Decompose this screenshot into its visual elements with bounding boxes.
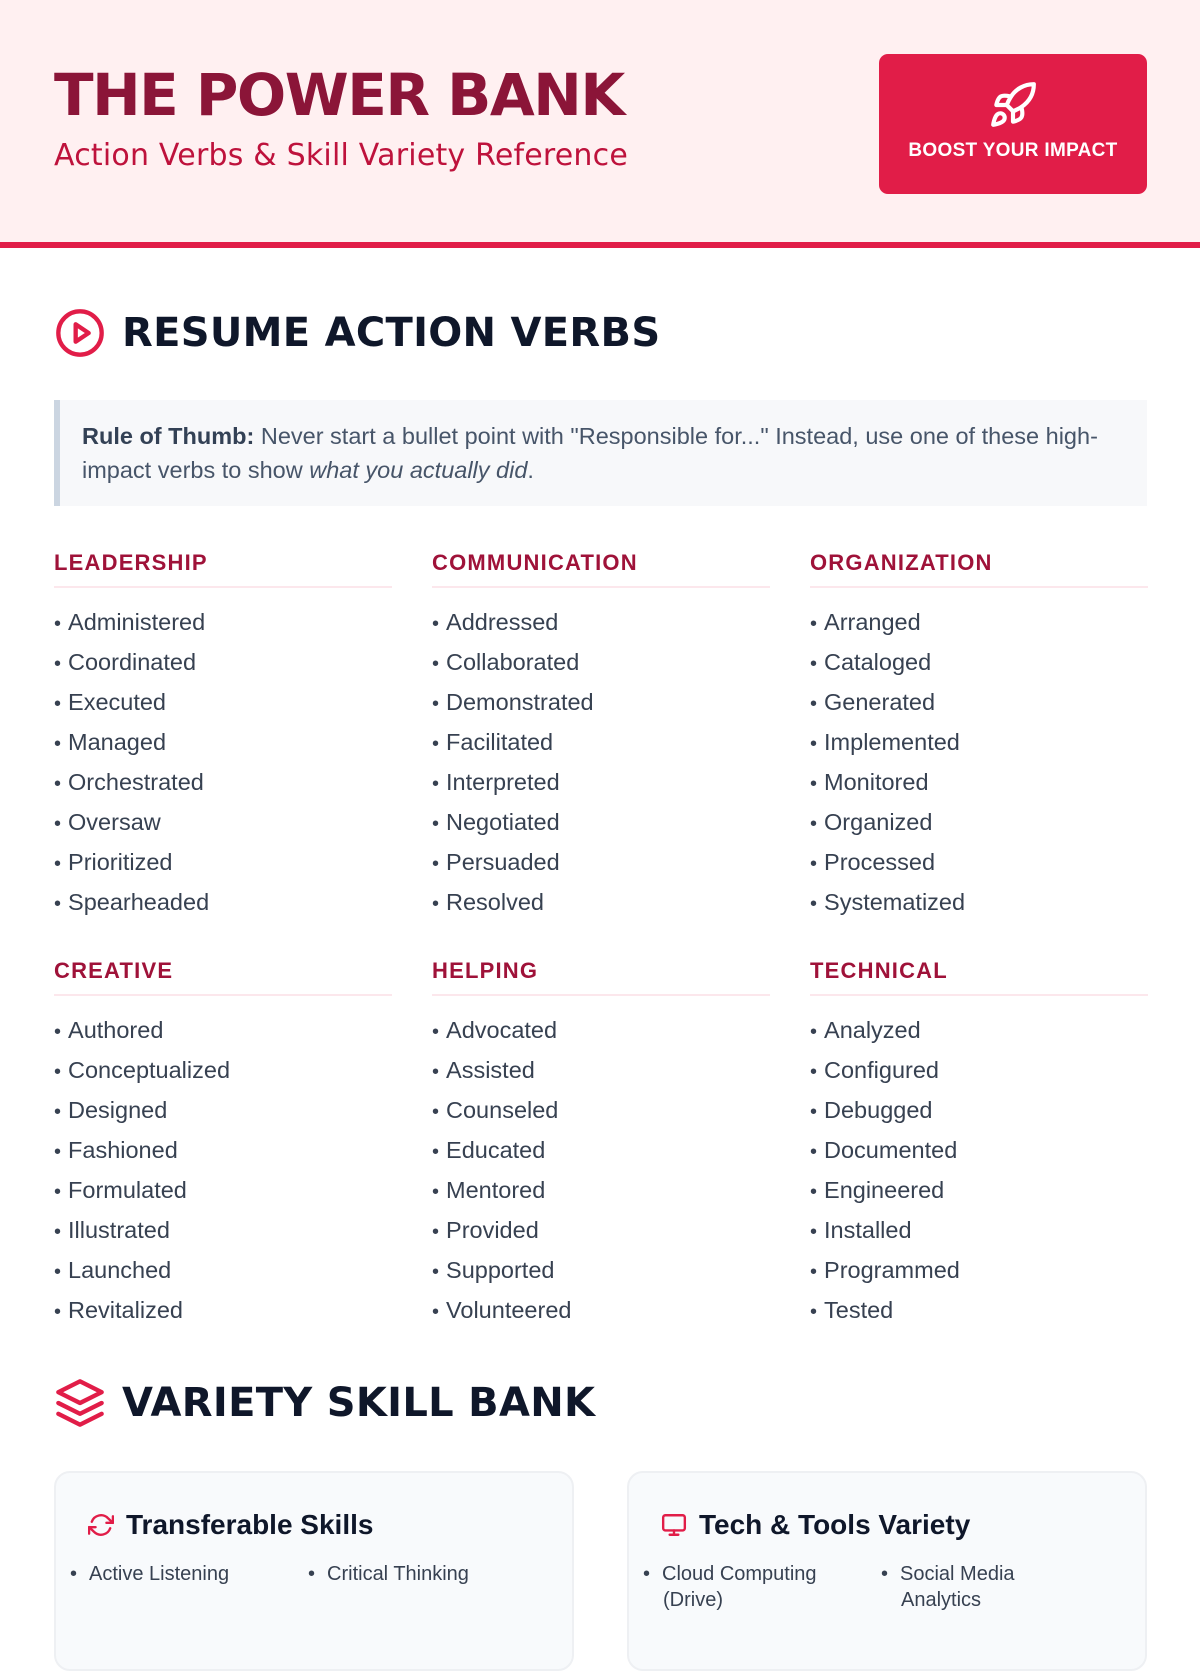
rule-end: . <box>527 457 534 483</box>
verb-category-helping <box>432 958 770 1330</box>
verb-item: • Advocated <box>432 1010 770 1050</box>
verb-item: • Educated <box>432 1130 770 1170</box>
verb-item: • Administered <box>54 602 392 642</box>
verb-item: • Supported <box>432 1250 770 1290</box>
skills-section-header <box>54 1377 595 1429</box>
layers-icon <box>54 1377 106 1429</box>
verb-item: • Engineered <box>810 1170 1148 1210</box>
page-subtitle: Action Verbs & Skill Variety Reference <box>54 138 628 173</box>
skill-item: • Social Media Analytics <box>901 1561 1091 1613</box>
verb-item: • Illustrated <box>54 1210 392 1250</box>
verb-item: • Interpreted <box>432 762 770 802</box>
verb-item: • Launched <box>54 1250 392 1290</box>
verb-item: • Demonstrated <box>432 682 770 722</box>
monitor-icon <box>661 1512 687 1538</box>
verb-item: • Authored <box>54 1010 392 1050</box>
verb-category-leadership <box>54 550 392 922</box>
verbs-section-header <box>54 307 660 359</box>
page-header <box>0 0 1200 248</box>
verb-item: • Managed <box>54 722 392 762</box>
verb-item: • Programmed <box>810 1250 1148 1290</box>
verb-item: • Arranged <box>810 602 1148 642</box>
verb-item: • Documented <box>810 1130 1148 1170</box>
skill-item: • Critical Thinking <box>328 1561 518 1587</box>
refresh-icon <box>88 1512 114 1538</box>
skill-item: • Cloud Computing (Drive) <box>663 1561 853 1613</box>
verb-item: • Spearheaded <box>54 882 392 922</box>
verb-item: • Designed <box>54 1090 392 1130</box>
skill-card-title: Transferable Skills <box>126 1509 374 1540</box>
verb-item: • Resolved <box>432 882 770 922</box>
rocket-icon <box>988 80 1038 130</box>
rule-emphasis: what you actually did <box>309 457 528 483</box>
category-title: LEADERSHIP <box>54 550 392 588</box>
verb-item: • Conceptualized <box>54 1050 392 1090</box>
skill-card-transferable <box>54 1471 574 1671</box>
verb-item: • Coordinated <box>54 642 392 682</box>
verb-item: • Tested <box>810 1290 1148 1330</box>
boost-impact-button[interactable] <box>879 54 1147 194</box>
verbs-section-title: RESUME ACTION VERBS <box>122 310 661 356</box>
category-title: HELPING <box>432 958 770 996</box>
skills-section-title: VARIETY SKILL BANK <box>122 1380 596 1426</box>
category-title: CREATIVE <box>54 958 392 996</box>
verb-item: • Orchestrated <box>54 762 392 802</box>
verb-item: • Installed <box>810 1210 1148 1250</box>
verb-item: • Debugged <box>810 1090 1148 1130</box>
verb-item: • Analyzed <box>810 1010 1148 1050</box>
verb-category-technical <box>810 958 1148 1330</box>
skill-item: • Active Listening <box>90 1561 280 1587</box>
page-title: THE POWER BANK <box>54 61 624 129</box>
verb-item: • Counseled <box>432 1090 770 1130</box>
verb-item: • Persuaded <box>432 842 770 882</box>
verb-item: • Facilitated <box>432 722 770 762</box>
verb-item: • Negotiated <box>432 802 770 842</box>
verb-item: • Volunteered <box>432 1290 770 1330</box>
category-title: TECHNICAL <box>810 958 1148 996</box>
category-title: ORGANIZATION <box>810 550 1148 588</box>
verb-item: • Mentored <box>432 1170 770 1210</box>
verb-item: • Implemented <box>810 722 1148 762</box>
rule-label: Rule of Thumb: <box>82 423 255 449</box>
verb-item: • Collaborated <box>432 642 770 682</box>
rule-of-thumb-callout <box>54 400 1147 506</box>
skill-card-title: Tech & Tools Variety <box>699 1509 971 1540</box>
verb-item: • Addressed <box>432 602 770 642</box>
verb-category-creative <box>54 958 392 1330</box>
verb-item: • Executed <box>54 682 392 722</box>
verb-item: • Processed <box>810 842 1148 882</box>
verb-item: • Generated <box>810 682 1148 722</box>
verb-item: • Systematized <box>810 882 1148 922</box>
verb-item: • Assisted <box>432 1050 770 1090</box>
skill-card-tech-tools <box>627 1471 1147 1671</box>
verb-item: • Configured <box>810 1050 1148 1090</box>
verb-item: • Monitored <box>810 762 1148 802</box>
verb-item: • Provided <box>432 1210 770 1250</box>
verb-item: • Fashioned <box>54 1130 392 1170</box>
verb-item: • Formulated <box>54 1170 392 1210</box>
verb-category-organization <box>810 550 1148 922</box>
verb-item: • Oversaw <box>54 802 392 842</box>
verb-item: • Organized <box>810 802 1148 842</box>
rule-text: Never start a bullet point with "Responsible for..." Instead, use one of these high-impact verbs to show <box>82 423 1098 483</box>
verb-category-communication <box>432 550 770 922</box>
category-title: COMMUNICATION <box>432 550 770 588</box>
verb-item: • Prioritized <box>54 842 392 882</box>
verb-item: • Cataloged <box>810 642 1148 682</box>
play-circle-icon <box>54 307 106 359</box>
boost-impact-label: BOOST YOUR IMPACT <box>908 140 1118 161</box>
verb-item: • Revitalized <box>54 1290 392 1330</box>
